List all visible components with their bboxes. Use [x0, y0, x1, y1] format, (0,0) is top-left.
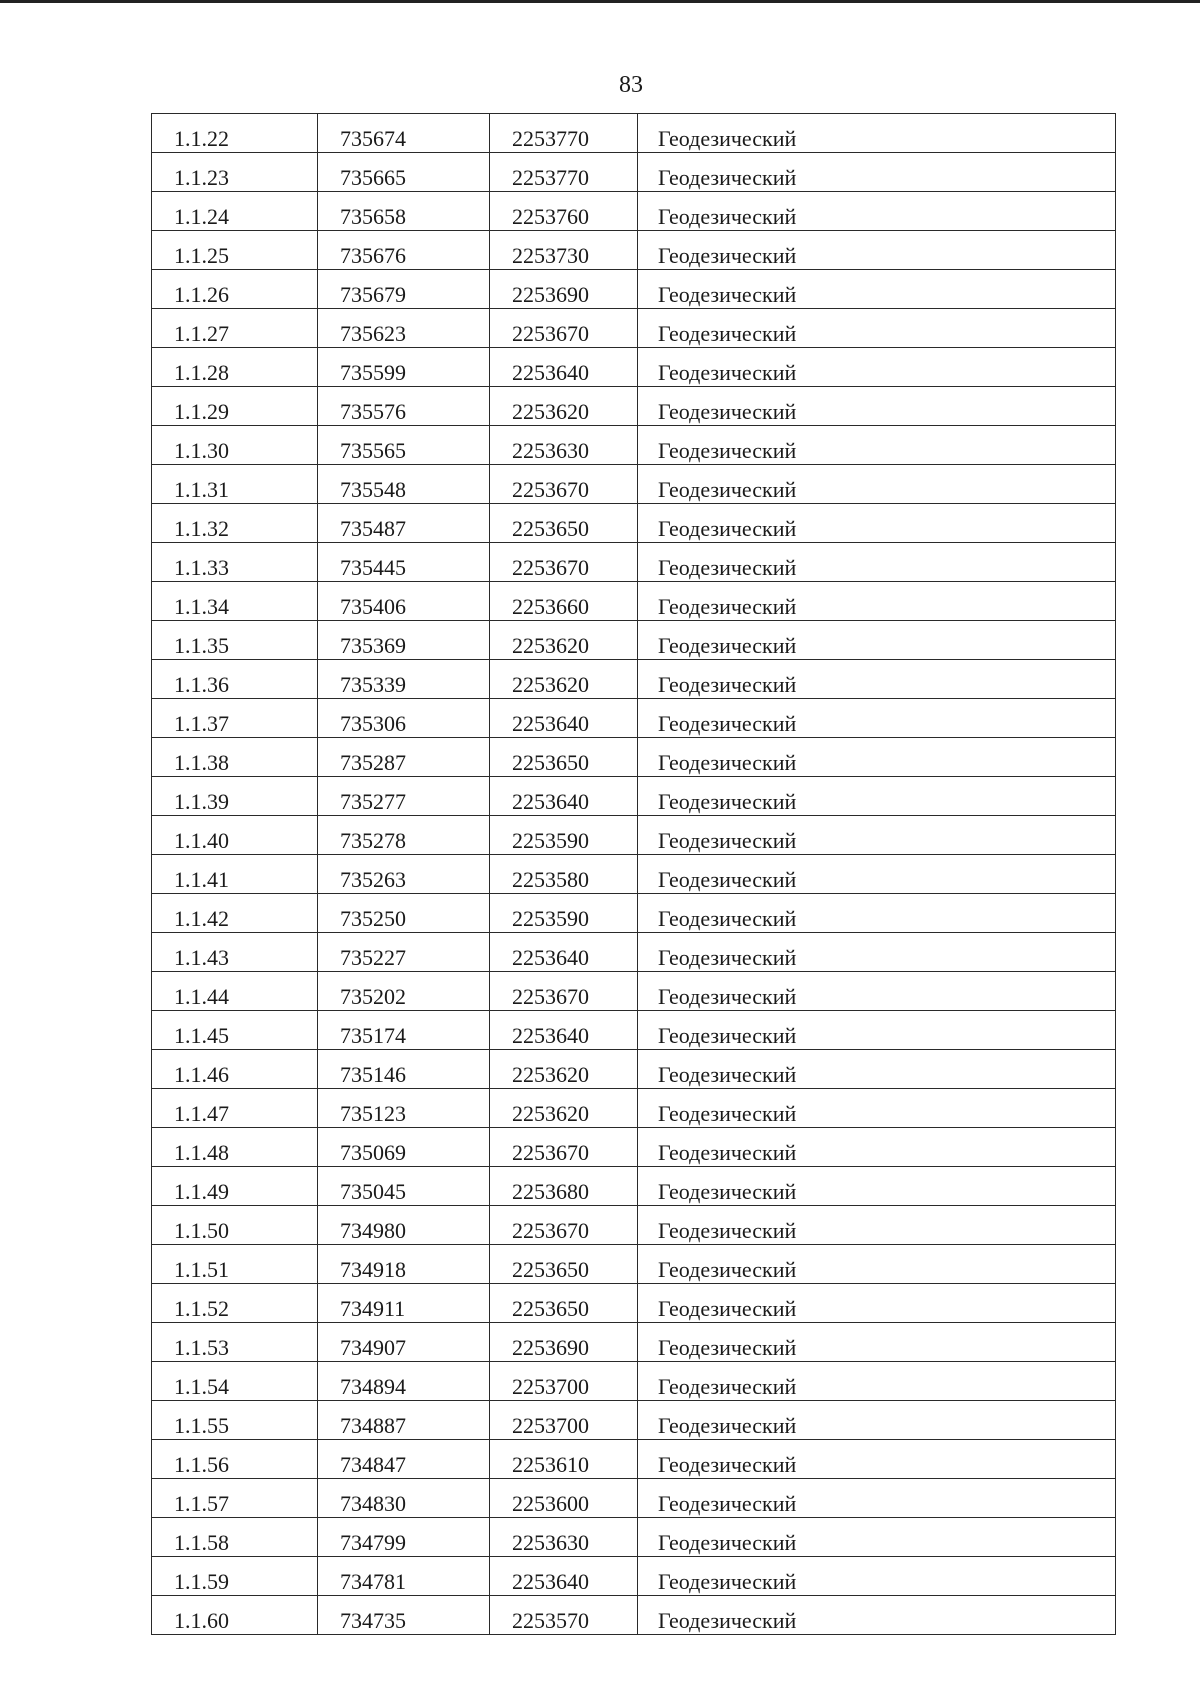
- point-type-cell: Геодезический: [638, 1440, 1116, 1479]
- x-coordinate-cell: 735674: [318, 114, 490, 153]
- y-coordinate-cell: 2253670: [490, 543, 638, 582]
- point-type-cell: Геодезический: [638, 1479, 1116, 1518]
- y-coordinate-cell: 2253670: [490, 1206, 638, 1245]
- point-type-cell: Геодезический: [638, 387, 1116, 426]
- point-number-cell: 1.1.43: [152, 933, 318, 972]
- y-coordinate-cell: 2253760: [490, 192, 638, 231]
- point-number-cell: 1.1.60: [152, 1596, 318, 1635]
- x-coordinate-cell: 735339: [318, 660, 490, 699]
- page-number: 83: [619, 72, 643, 98]
- table-row: [152, 1362, 1116, 1401]
- table-row: [152, 1440, 1116, 1479]
- point-type-cell: Геодезический: [638, 1245, 1116, 1284]
- x-coordinate-cell: 734830: [318, 1479, 490, 1518]
- y-coordinate-cell: 2253640: [490, 348, 638, 387]
- x-coordinate-cell: 735250: [318, 894, 490, 933]
- y-coordinate-cell: 2253590: [490, 816, 638, 855]
- point-number-cell: 1.1.55: [152, 1401, 318, 1440]
- y-coordinate-cell: 2253700: [490, 1401, 638, 1440]
- point-number-cell: 1.1.25: [152, 231, 318, 270]
- point-type-cell: Геодезический: [638, 855, 1116, 894]
- point-type-cell: Геодезический: [638, 1401, 1116, 1440]
- y-coordinate-cell: 2253620: [490, 660, 638, 699]
- y-coordinate-cell: 2253600: [490, 1479, 638, 1518]
- y-coordinate-cell: 2253770: [490, 153, 638, 192]
- table-row: [152, 114, 1116, 153]
- table-row: [152, 894, 1116, 933]
- y-coordinate-cell: 2253670: [490, 1128, 638, 1167]
- point-number-cell: 1.1.57: [152, 1479, 318, 1518]
- point-type-cell: Геодезический: [638, 1323, 1116, 1362]
- point-number-cell: 1.1.59: [152, 1557, 318, 1596]
- y-coordinate-cell: 2253670: [490, 972, 638, 1011]
- x-coordinate-cell: 735406: [318, 582, 490, 621]
- x-coordinate-cell: 734735: [318, 1596, 490, 1635]
- table-row: [152, 972, 1116, 1011]
- table-row: [152, 1050, 1116, 1089]
- table-row: [152, 426, 1116, 465]
- x-coordinate-cell: 735665: [318, 153, 490, 192]
- table-row: [152, 1245, 1116, 1284]
- point-type-cell: Геодезический: [638, 231, 1116, 270]
- x-coordinate-cell: 734799: [318, 1518, 490, 1557]
- point-type-cell: Геодезический: [638, 1128, 1116, 1167]
- x-coordinate-cell: 735278: [318, 816, 490, 855]
- point-type-cell: Геодезический: [638, 1362, 1116, 1401]
- table-row: [152, 933, 1116, 972]
- y-coordinate-cell: 2253630: [490, 426, 638, 465]
- point-type-cell: Геодезический: [638, 660, 1116, 699]
- point-number-cell: 1.1.47: [152, 1089, 318, 1128]
- point-type-cell: Геодезический: [638, 1557, 1116, 1596]
- point-type-cell: Геодезический: [638, 1596, 1116, 1635]
- top-border-line: [0, 0, 1200, 3]
- table-row: [152, 1323, 1116, 1362]
- point-number-cell: 1.1.39: [152, 777, 318, 816]
- table-row: [152, 816, 1116, 855]
- y-coordinate-cell: 2253660: [490, 582, 638, 621]
- x-coordinate-cell: 735599: [318, 348, 490, 387]
- table-row: [152, 465, 1116, 504]
- point-number-cell: 1.1.52: [152, 1284, 318, 1323]
- point-type-cell: Геодезический: [638, 1206, 1116, 1245]
- x-coordinate-cell: 734907: [318, 1323, 490, 1362]
- y-coordinate-cell: 2253640: [490, 777, 638, 816]
- y-coordinate-cell: 2253680: [490, 1167, 638, 1206]
- point-type-cell: Геодезический: [638, 699, 1116, 738]
- x-coordinate-cell: 735263: [318, 855, 490, 894]
- point-number-cell: 1.1.36: [152, 660, 318, 699]
- x-coordinate-cell: 735676: [318, 231, 490, 270]
- table-row: [152, 1518, 1116, 1557]
- point-number-cell: 1.1.31: [152, 465, 318, 504]
- table-row: [152, 270, 1116, 309]
- y-coordinate-cell: 2253640: [490, 1011, 638, 1050]
- point-number-cell: 1.1.32: [152, 504, 318, 543]
- x-coordinate-cell: 735277: [318, 777, 490, 816]
- x-coordinate-cell: 735306: [318, 699, 490, 738]
- point-number-cell: 1.1.53: [152, 1323, 318, 1362]
- x-coordinate-cell: 735548: [318, 465, 490, 504]
- table-row: [152, 621, 1116, 660]
- table-row: [152, 1206, 1116, 1245]
- point-number-cell: 1.1.46: [152, 1050, 318, 1089]
- y-coordinate-cell: 2253640: [490, 699, 638, 738]
- point-number-cell: 1.1.27: [152, 309, 318, 348]
- x-coordinate-cell: 734887: [318, 1401, 490, 1440]
- table-row: [152, 699, 1116, 738]
- table-row: [152, 1401, 1116, 1440]
- y-coordinate-cell: 2253570: [490, 1596, 638, 1635]
- point-number-cell: 1.1.34: [152, 582, 318, 621]
- x-coordinate-cell: 735679: [318, 270, 490, 309]
- y-coordinate-cell: 2253620: [490, 1089, 638, 1128]
- point-number-cell: 1.1.41: [152, 855, 318, 894]
- y-coordinate-cell: 2253670: [490, 309, 638, 348]
- point-type-cell: Геодезический: [638, 816, 1116, 855]
- table-row: [152, 192, 1116, 231]
- point-type-cell: Геодезический: [638, 1284, 1116, 1323]
- point-number-cell: 1.1.50: [152, 1206, 318, 1245]
- x-coordinate-cell: 735287: [318, 738, 490, 777]
- point-type-cell: Геодезический: [638, 114, 1116, 153]
- point-number-cell: 1.1.54: [152, 1362, 318, 1401]
- y-coordinate-cell: 2253650: [490, 504, 638, 543]
- point-number-cell: 1.1.35: [152, 621, 318, 660]
- table-row: [152, 582, 1116, 621]
- y-coordinate-cell: 2253700: [490, 1362, 638, 1401]
- point-number-cell: 1.1.23: [152, 153, 318, 192]
- point-type-cell: Геодезический: [638, 426, 1116, 465]
- point-type-cell: Геодезический: [638, 1011, 1116, 1050]
- point-number-cell: 1.1.49: [152, 1167, 318, 1206]
- x-coordinate-cell: 735487: [318, 504, 490, 543]
- y-coordinate-cell: 2253670: [490, 465, 638, 504]
- table-row: [152, 1011, 1116, 1050]
- point-type-cell: Геодезический: [638, 894, 1116, 933]
- table-row: [152, 777, 1116, 816]
- table-row: [152, 660, 1116, 699]
- y-coordinate-cell: 2253640: [490, 933, 638, 972]
- point-number-cell: 1.1.51: [152, 1245, 318, 1284]
- point-number-cell: 1.1.48: [152, 1128, 318, 1167]
- table-row: [152, 1596, 1116, 1635]
- y-coordinate-cell: 2253590: [490, 894, 638, 933]
- point-number-cell: 1.1.37: [152, 699, 318, 738]
- y-coordinate-cell: 2253690: [490, 1323, 638, 1362]
- x-coordinate-cell: 735202: [318, 972, 490, 1011]
- point-type-cell: Геодезический: [638, 1050, 1116, 1089]
- point-type-cell: Геодезический: [638, 1167, 1116, 1206]
- point-type-cell: Геодезический: [638, 582, 1116, 621]
- table-row: [152, 1128, 1116, 1167]
- table-row: [152, 1284, 1116, 1323]
- x-coordinate-cell: 735123: [318, 1089, 490, 1128]
- x-coordinate-cell: 734847: [318, 1440, 490, 1479]
- point-type-cell: Геодезический: [638, 933, 1116, 972]
- point-type-cell: Геодезический: [638, 543, 1116, 582]
- x-coordinate-cell: 734894: [318, 1362, 490, 1401]
- table-body: [152, 114, 1116, 1635]
- table-row: [152, 1167, 1116, 1206]
- table-row: [152, 153, 1116, 192]
- point-number-cell: 1.1.26: [152, 270, 318, 309]
- x-coordinate-cell: 735369: [318, 621, 490, 660]
- table-row: [152, 543, 1116, 582]
- point-number-cell: 1.1.44: [152, 972, 318, 1011]
- point-number-cell: 1.1.30: [152, 426, 318, 465]
- point-type-cell: Геодезический: [638, 153, 1116, 192]
- x-coordinate-cell: 735227: [318, 933, 490, 972]
- x-coordinate-cell: 735069: [318, 1128, 490, 1167]
- point-type-cell: Геодезический: [638, 465, 1116, 504]
- point-number-cell: 1.1.24: [152, 192, 318, 231]
- y-coordinate-cell: 2253650: [490, 1284, 638, 1323]
- x-coordinate-cell: 734781: [318, 1557, 490, 1596]
- point-type-cell: Геодезический: [638, 309, 1116, 348]
- point-number-cell: 1.1.45: [152, 1011, 318, 1050]
- x-coordinate-cell: 735658: [318, 192, 490, 231]
- y-coordinate-cell: 2253730: [490, 231, 638, 270]
- point-number-cell: 1.1.58: [152, 1518, 318, 1557]
- table-row: [152, 1479, 1116, 1518]
- x-coordinate-cell: 735045: [318, 1167, 490, 1206]
- x-coordinate-cell: 734918: [318, 1245, 490, 1284]
- point-number-cell: 1.1.38: [152, 738, 318, 777]
- point-type-cell: Геодезический: [638, 777, 1116, 816]
- x-coordinate-cell: 734911: [318, 1284, 490, 1323]
- point-type-cell: Геодезический: [638, 972, 1116, 1011]
- point-type-cell: Геодезический: [638, 192, 1116, 231]
- point-type-cell: Геодезический: [638, 621, 1116, 660]
- x-coordinate-cell: 735576: [318, 387, 490, 426]
- y-coordinate-cell: 2253650: [490, 1245, 638, 1284]
- y-coordinate-cell: 2253620: [490, 387, 638, 426]
- y-coordinate-cell: 2253650: [490, 738, 638, 777]
- table-row: [152, 1557, 1116, 1596]
- table-row: [152, 387, 1116, 426]
- point-type-cell: Геодезический: [638, 504, 1116, 543]
- coordinates-table: [151, 113, 1116, 1635]
- x-coordinate-cell: 735174: [318, 1011, 490, 1050]
- x-coordinate-cell: 735623: [318, 309, 490, 348]
- point-type-cell: Геодезический: [638, 348, 1116, 387]
- table-row: [152, 1089, 1116, 1128]
- point-number-cell: 1.1.56: [152, 1440, 318, 1479]
- y-coordinate-cell: 2253580: [490, 855, 638, 894]
- point-number-cell: 1.1.22: [152, 114, 318, 153]
- point-number-cell: 1.1.42: [152, 894, 318, 933]
- point-type-cell: Геодезический: [638, 738, 1116, 777]
- table-row: [152, 504, 1116, 543]
- x-coordinate-cell: 735146: [318, 1050, 490, 1089]
- y-coordinate-cell: 2253770: [490, 114, 638, 153]
- y-coordinate-cell: 2253610: [490, 1440, 638, 1479]
- point-number-cell: 1.1.33: [152, 543, 318, 582]
- table-row: [152, 738, 1116, 777]
- table-row: [152, 231, 1116, 270]
- table-row: [152, 855, 1116, 894]
- point-type-cell: Геодезический: [638, 1089, 1116, 1128]
- y-coordinate-cell: 2253620: [490, 621, 638, 660]
- point-number-cell: 1.1.29: [152, 387, 318, 426]
- point-number-cell: 1.1.28: [152, 348, 318, 387]
- y-coordinate-cell: 2253620: [490, 1050, 638, 1089]
- x-coordinate-cell: 735445: [318, 543, 490, 582]
- point-type-cell: Геодезический: [638, 1518, 1116, 1557]
- y-coordinate-cell: 2253690: [490, 270, 638, 309]
- point-number-cell: 1.1.40: [152, 816, 318, 855]
- y-coordinate-cell: 2253630: [490, 1518, 638, 1557]
- x-coordinate-cell: 734980: [318, 1206, 490, 1245]
- x-coordinate-cell: 735565: [318, 426, 490, 465]
- table-row: [152, 309, 1116, 348]
- point-type-cell: Геодезический: [638, 270, 1116, 309]
- y-coordinate-cell: 2253640: [490, 1557, 638, 1596]
- table-row: [152, 348, 1116, 387]
